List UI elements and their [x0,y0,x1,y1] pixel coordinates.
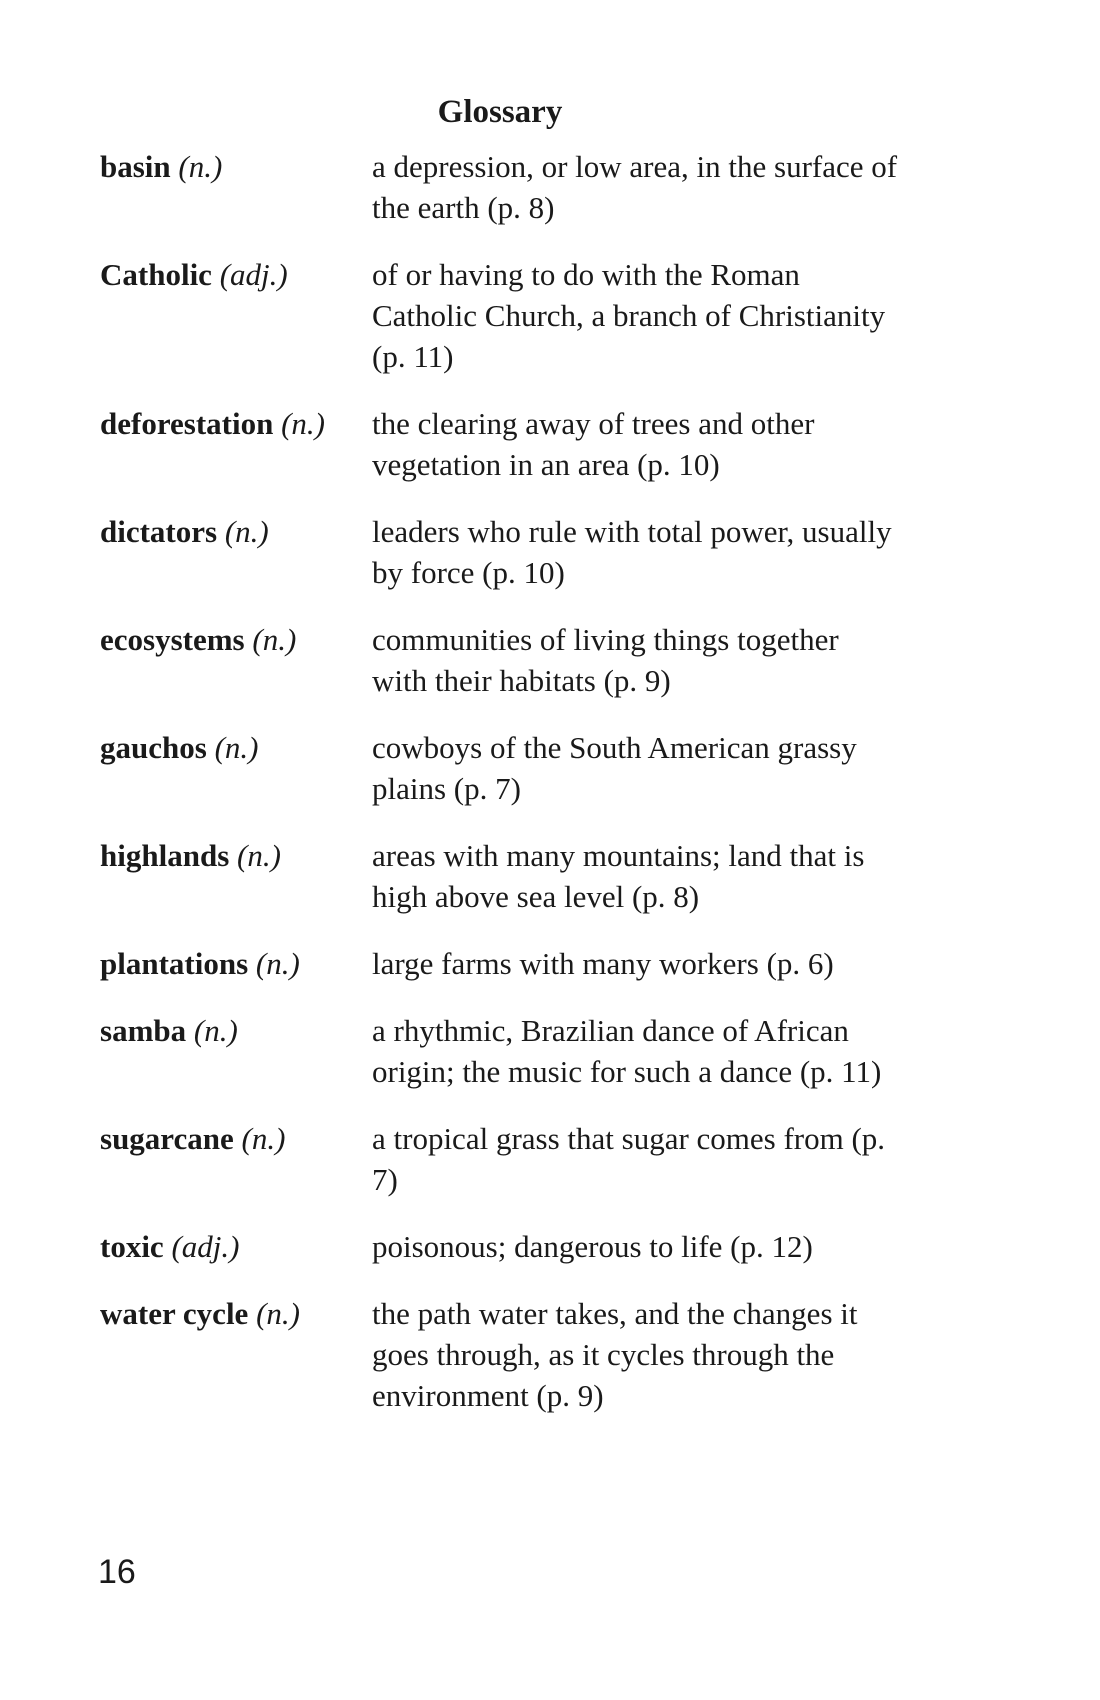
glossary-term: basin [100,149,171,184]
glossary-term: water cycle [100,1296,249,1331]
part-of-speech: (n.) [255,946,300,981]
term-column [100,943,372,984]
term-column [100,619,372,660]
glossary-definition: a rhythmic, Brazilian dance of African origin; the music for such a dance (p. 11) [372,1013,882,1089]
glossary-definition: a depression, or low area, in the surface of the earth (p. 8) [372,149,898,225]
glossary-term: ecosystems [100,622,245,657]
term-column [100,1010,372,1051]
part-of-speech: (n.) [281,406,326,441]
glossary-definition: poisonous; dangerous to life (p. 12) [372,1229,813,1264]
term-column [100,1118,372,1159]
part-of-speech: (n.) [178,149,223,184]
glossary-entry [100,1293,900,1416]
glossary-entry [100,403,900,485]
term-column [100,727,372,768]
glossary-definition: leaders who rule with total power, usually by force (p. 10) [372,514,892,590]
term-column [100,403,372,444]
glossary-entry [100,1118,900,1200]
glossary-term: gauchos [100,730,207,765]
glossary-list [100,146,900,1442]
glossary-term: dictators [100,514,218,549]
glossary-definition: areas with many mountains; land that is high above sea level (p. 8) [372,838,865,914]
glossary-definition: a tropical grass that sugar comes from (p. 7) [372,1121,886,1197]
glossary-entry [100,1226,900,1267]
term-column [100,511,372,552]
part-of-speech: (n.) [193,1013,238,1048]
glossary-term: highlands [100,838,230,873]
term-column [100,146,372,187]
glossary-entry [100,835,900,917]
glossary-term: toxic [100,1229,164,1264]
part-of-speech: (n.) [214,730,259,765]
glossary-entry [100,619,900,701]
term-column [100,254,372,295]
part-of-speech: (n.) [256,1296,300,1331]
glossary-term: Catholic [100,257,212,292]
glossary-entry [100,1010,900,1092]
part-of-speech: (n.) [224,514,269,549]
glossary-term: samba [100,1013,187,1048]
term-column [100,835,372,876]
glossary-entry [100,727,900,809]
part-of-speech: (n.) [252,622,297,657]
glossary-definition: of or having to do with the Roman Catholic Church, a branch of Christianity (p. 11) [372,257,886,374]
glossary-term: deforestation [100,406,274,441]
glossary-definition: the clearing away of trees and other vegetation in an area (p. 10) [372,406,815,482]
part-of-speech: (adj.) [219,257,288,292]
glossary-entry [100,146,900,228]
page-title: Glossary [437,94,563,130]
glossary-definition: large farms with many workers (p. 6) [372,946,834,981]
part-of-speech: (n.) [241,1121,286,1156]
page-number: 16 [98,1553,136,1591]
glossary-definition: the path water takes, and the changes it goes through, as it cycles through the environment (p. 9) [372,1296,858,1413]
glossary-entry [100,943,900,984]
glossary-definition: cowboys of the South American grassy plains (p. 7) [372,730,857,806]
glossary-term: plantations [100,946,249,981]
glossary-entry [100,254,900,377]
term-column [100,1226,372,1267]
glossary-term: sugarcane [100,1121,234,1156]
term-column [100,1293,372,1334]
glossary-entry [100,511,900,593]
part-of-speech: (n.) [237,838,281,873]
glossary-definition: communities of living things together with their habitats (p. 9) [372,622,839,698]
part-of-speech: (adj.) [171,1229,240,1264]
